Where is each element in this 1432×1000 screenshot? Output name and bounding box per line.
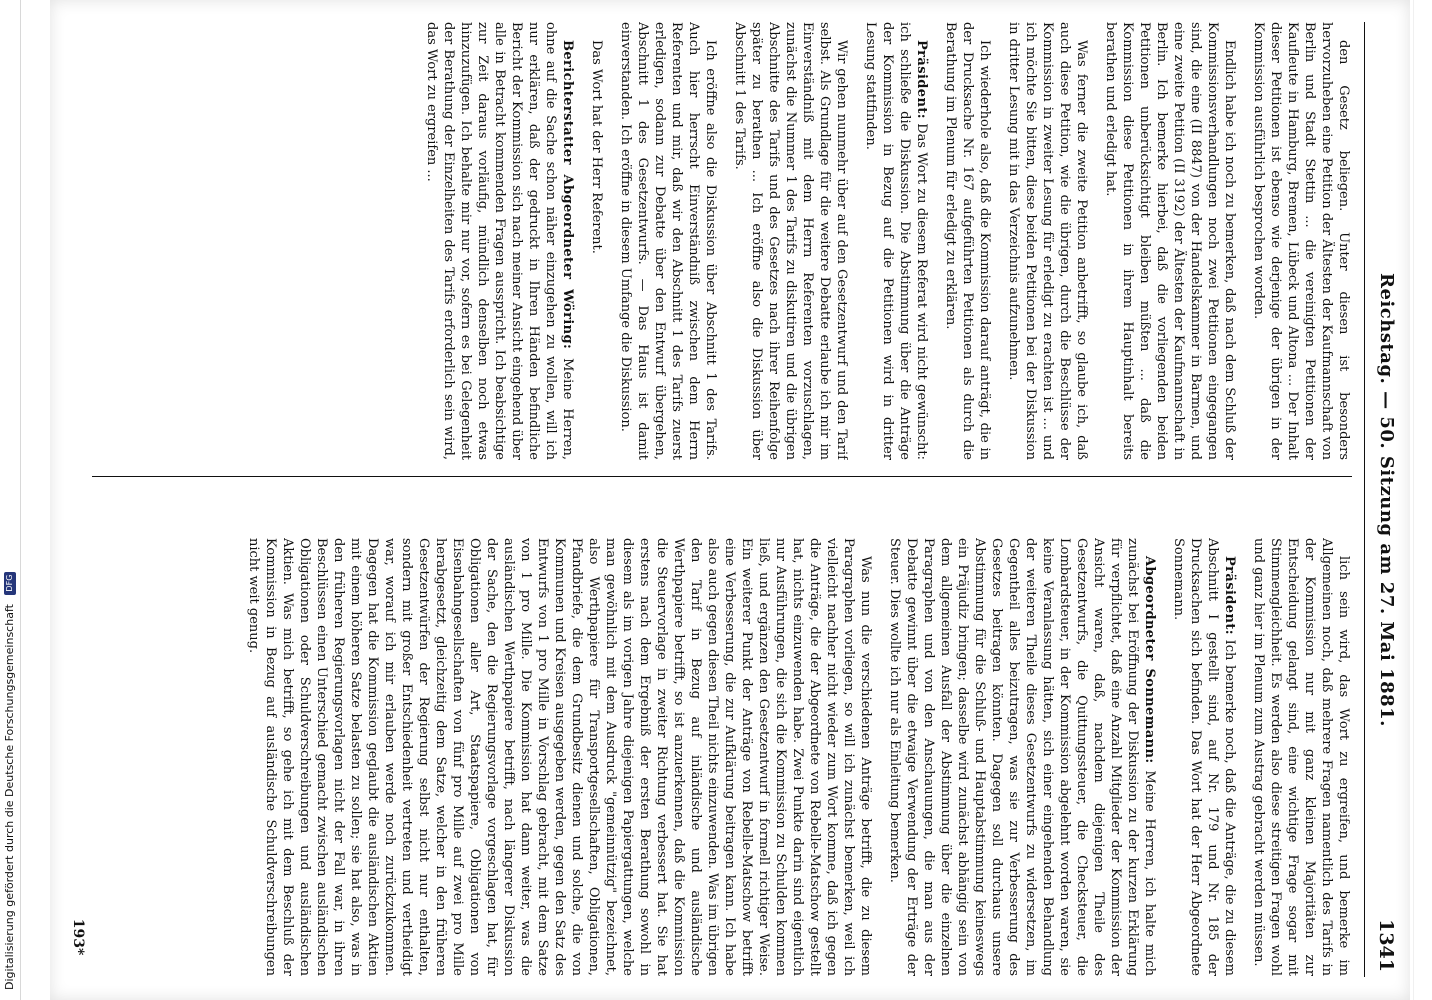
speaker-name: Präsident: <box>1222 556 1237 635</box>
left-column-paragraph <box>588 22 605 460</box>
paragraph-text: Was ferner die zweite Petition anbetrifft, so glaube ich, daß auch diese Petition, wie die übrigen, durch die Beschlüsse der Kommission in zweiter Lesung für erledigt zu erachten ist ... und ich möchte Sie bitten, diese beiden Petitionen bei der Diskussion in dritter Lesung mit in das Verzeichnis aufzunehmen. <box>1006 22 1089 460</box>
left-column-paragraph <box>862 22 930 460</box>
paragraph-text: Ich eröffne also die Diskussion über Abschnitt 1 des Tarifs. Auch hier herrscht Einverständniß zwischen dem Herrn Referenten und mir, daß wir den Abschnitt 1 des Tarifs zuerst erledigen, sodann zur Debatte über den Entwurf übergehen, Abschnitt 1 des Gesetzentwurfs. — Das Haus ist damit einverstanden. Ich eröffne in diesem Umfange die Diskussion. <box>618 22 718 460</box>
left-column-paragraph <box>731 22 850 460</box>
paragraph-text: Meine Herren, ich halte mich zunächst bei Eröffnung der Diskussion zu der kurzen Erklärung für verpflichtet, daß eine Anzahl Mitglieder der Kommission der Ansicht waren, daß, nachdem diejenigen Theile des Gesetzentwurfs, die Quittungssteuer, die Checksteuer, die Lombardsteuer, in der Kommission abgelehnt worden waren, sie keine Veranlassung hätten, sich einer eingehenden Behandlung der weiteren Theile dieses Gesetzentwurfs zu widersetzen, im Gegentheil alles beizutragen, was sie zur Verbesserung des Gesetzes beitragen könnten. Dagegen soll durchaus unsere Abstimmung für die Schluß- und Hauptabstimmung keineswegs ein Präjudiz bringen; dasselbe wird zunächst abhängig sein von dem allgemeinen Ausfall der Abstimmung über die einzelnen Paragraphen und von den Anschauungen, die man aus der Debatte gewinnt über die etwaige Verwendung der Erträge der Steuer. Dies wollte ich nur als Einleitung bemerken. <box>887 538 1157 976</box>
digitization-credit-strip <box>0 0 21 1000</box>
paragraph-text: Wir gehen nunmehr über auf den Gesetzentwurf und den Tarif selbst. Als Grundlage für die weitere Debatte erlaube ich mir im Einverständniß mit dem Herrn Referenten vorzuschlagen, zunächst die Nummer 1 des Tarifs zu diskutiren und die übrigen Abschnitte des Tarifs und des Gesetzes nach ihrer Reihenfolge später zu berathen ... Ich eröffne also die Diskussion über Abschnitt 1 des Tarifs. <box>732 22 849 460</box>
right-column-paragraph <box>1250 538 1352 976</box>
paragraph-text: Das Wort hat der Herr Referent. <box>589 40 604 254</box>
bottom-mark <box>0 976 24 1000</box>
speaker-name: Berichterstatter Abgeordneter Wöring: <box>560 40 575 350</box>
paragraph-text: Das Wort zu diesem Referat wird nicht gewünscht: ich schließe die Diskussion. Die Abstimmung über die Anträge der Kommission in Bezug auf die Petitionen wird in dritter Lesung stattfinden. <box>863 22 929 460</box>
speaker-name: Abgeordneter Sonnemann: <box>1142 556 1157 764</box>
digitization-credit <box>2 570 18 990</box>
left-column-paragraph <box>617 22 719 460</box>
dfg-logo: DFG <box>4 572 16 595</box>
right-column-paragraph <box>245 538 874 976</box>
paragraph-text: Endlich habe ich noch zu bemerken, daß nach dem Schluß der Kommissionsverhandlungen noch zwei Petitionen eingegangen sind, die eine (II 8847) von der Handelskammer in Barmen, und eine zweite Petition (II 3192) der Ältesten der Kaufmannschaft in Berlin. Ich bemerke hierbei, daß die vorliegenden beiden Petitionen unberücksichtigt bleiben müßten ... daß die Kommission diese Petitionen in ihrem Hauptinhalt bereits berathen und erledigt hat. <box>1103 22 1237 460</box>
page-signature: 193* <box>70 918 86 956</box>
rotated-page-content <box>50 0 1410 1000</box>
page-number: 1341 <box>1375 919 1397 972</box>
speaker-name: Präsident: <box>914 40 929 119</box>
credit-text: Digitalisierung gefördert durch die Deutsche Forschungsgemeinschaft <box>3 604 16 990</box>
left-column-paragraph <box>1102 22 1238 460</box>
right-column-paragraph <box>886 538 1158 976</box>
running-head: Reichstag. — 50. Sitzung am 27. Mai 1881. <box>1376 273 1397 727</box>
paragraph-text: Meine Herren, ohne auf die Sache schon näher einzugehen zu wollen, will ich nur erklären, daß der gedruckt in Ihren Händen befindliche Bericht der Kommission sich nach meiner Ansicht eingehend über alle in Betracht kommenden Fragen ausspricht. Ich beabsichtige zur Zeit daraus vorläufig, mündlich denselben noch etwas hinzuzufügen. Ich behalte mir nur vor, sofern es bei Gelegenheit der Berathung der Einzelheiten des Tarifs erforderlich sein wird, das Wort zu ergreifen ... <box>424 22 575 460</box>
paragraph-text: lich sein wird, das Wort zu ergreifen, und bemerke im Allgemeinen noch, daß mehrere Fragen namentlich des Tarifs in der Kommission nur mit ganz kleinen Majoritäten zur Entscheidung gelangt sind, eine wichtige Frage sogar mit Stimmengleichheit. Es werden also diese streitigen Fragen wohl und ganz hier im Plenum zum Austrag gebracht werden müssen. <box>1251 538 1351 976</box>
header-rule <box>1364 22 1365 977</box>
left-column-paragraph <box>1005 22 1090 460</box>
left-column-paragraph <box>942 22 993 460</box>
paragraph-text: Was nun die verschiedenen Anträge betrifft, die zu diesem Paragraphen vorliegen, so will ich zunächst bemerken, weil ich vielleicht nachher nicht wieder zum Wort komme, daß ich gegen die Anträge, die der Abgeordnete von Rebelle-Matschow gestellt hat, nichts einzuwenden habe. Zwei Punkte darin sind eigentlich nur Ausführungen, die sich die Kommission zu Schulden kommen ließ, und ergänzen den Gesetzentwurf in formell richtiger Weise. Ein weiterer Punkt der Anträge von Rebelle-Matschow betrifft eine Verbesserung, die zur Aufklärung beitragen kann. Ich habe also auch gegen diesen Theil nichts einzuwenden. Was im übrigen den Tarif in Bezug auf inländische und ausländische Werthpapiere betrifft, so ist anzuerkennen, daß die Kommission die Steuervorlage in zweiter Richtung verbessert hat. Sie hat erstens nach dem Ergebniß der ersten Berathung sowohl in diesem als im vorigen Jahre diejenigen Papiergattungen, welche man gewöhnlich mit dem Ausdruck "gemeinnützig" bezeichnet, also Werthpapiere für Transportgesellschaften, Obligationen, Pfandbriefe, die dem Grundbesitz dienen und solche, die von Kommunen und Kreisen ausgegeben werden, gegen den Satz des Entwurfs von 1 pro Mille in Vorschlag gebracht, mit dem Satze von 1 pro Mille. Die Kommission hat dann weiter, was die ausländischen Werthpapiere betrifft, nach längerer Diskussion der Sache, den die Regierungsvorlage vorgeschlagen hat, für Obligationen aller Art, Staatspapiere, Obligationen von Eisenbahngesellschaften von fünf pro Mille auf zwei pro Mille herabgesetzt, gleichzeitig dem Satze, welcher in den früheren Gesetzentwürfen der Regierung selbst nicht nur enthalten, sondern mit großer Entschiedenheit vertreten und vertheidigt war, worauf ich mir erlauben werde noch zurückzukommen. Dagegen hat die Kommission geglaubt die ausländischen Aktien mit einem höheren Satze belasten zu sollen; sie hat also, was in den früheren Regierungsvorlagen nicht der Fall war, in ihren Beschlüssen einen Unterschied gemacht zwischen ausländischen Obligationen oder Schuldverschreibungen und ausländischen Aktien. Was mich betrifft, so gehe ich mit dem Beschluß der Kommission in Bezug auf ausländische Schuldverschreibungen nicht weit genug. <box>246 538 873 976</box>
right-column <box>90 538 1352 976</box>
paragraph-text: Ich wiederhole also, daß die Kommission darauf anträgt, die in der Drucksache Nr. 167 aufgeführten Petitionen als durch die Berathung im Plenum für erledigt zu erklären. <box>943 22 992 460</box>
paragraph-text: Ich bemerke noch, daß die Anträge, die zu diesem Abschnitt I gestellt sind, auf Nr. 179 und Nr. 185 der Drucksachen sich befinden. Das Wort hat der Herr Abgeordnete Sonnemann. <box>1171 538 1237 976</box>
rotated-scan-container <box>50 0 1410 1000</box>
paragraph-text: den Gesetz beliegen. Unter diesen ist besonders hervorzuheben eine Petition der Ältesten der Kaufmannschaft von Berlin und Stadt Stettin ... die vereinigten Petitionen der Kaufleute in Hamburg, Bremen, Lübeck und Altona ... Der Inhalt dieser Petitionen ist ebenso wie derjenige der übrigen in der Kommission ausführlich besprochen worden. <box>1251 22 1351 460</box>
right-column-paragraph <box>1170 538 1238 976</box>
right-margin <box>1413 0 1432 1000</box>
left-column <box>90 22 1352 460</box>
left-column-paragraph <box>423 22 576 460</box>
column-separator <box>92 476 1352 477</box>
left-column-paragraph <box>1250 22 1352 460</box>
